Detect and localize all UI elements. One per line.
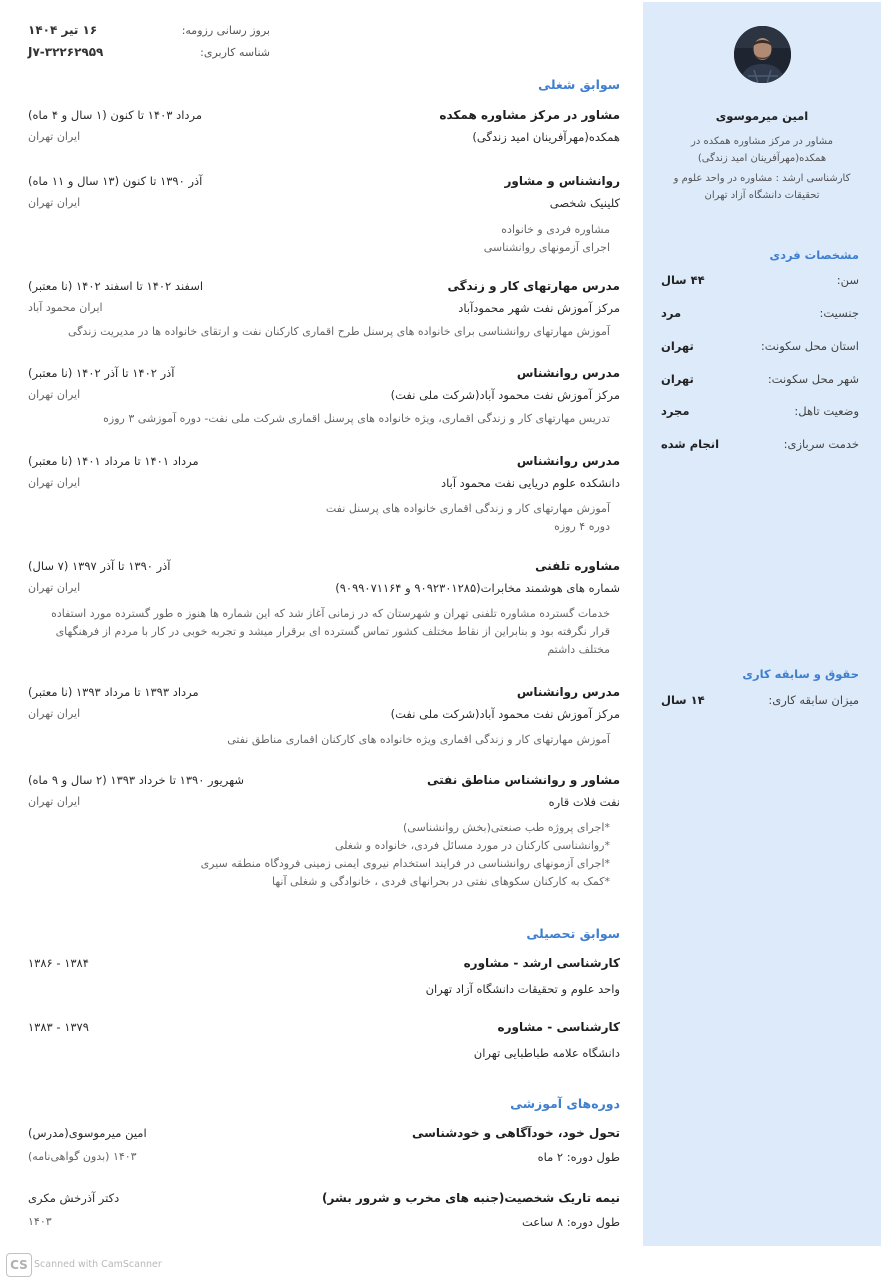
work-entry [22,773,620,891]
personal-military: خدمت سربازی: انجام شده [661,437,859,451]
updated-value: ۱۶ تیر ۱۴۰۴ [28,23,98,37]
work-entry [22,279,620,341]
education-entry [22,1020,620,1068]
education-entry [22,956,620,1004]
work-entry [22,108,620,152]
degree-title: کارشناسی ارشد - مشاوره [463,956,620,970]
education-section-title: سوابق تحصیلی [526,926,620,941]
profile-headline: مشاور در مرکز مشاوره همکده در همکده(مهرآفرینان امید زندگی) [691,136,833,164]
work-entry [22,174,620,257]
course-instructor: امین میرموسوی(مدرس) [28,1126,147,1140]
job-title: مشاور در مرکز مشاوره همکده [439,108,620,122]
personal-age: سن: ۴۴ سال [661,273,859,287]
resume-meta [22,18,620,68]
job-org: شماره های هوشمند مخابرات(۹۰۹۲۳۰۱۲۸۵ و ۹۰۹۹۰۷۱۱۶۴) [335,581,620,595]
job-date: مرداد ۱۴۰۱ تا مرداد ۱۴۰۱ (نا معتبر) [28,454,199,468]
job-description: آموزش مهارتهای روانشناسی برای خانواده های پرسنل طرح اقماری کارکنان نفت و ارتقای خانواده ها در مدیریت زندگی [68,325,610,338]
job-title: مدرس روانشناس [516,454,620,468]
personal-marital: وضعیت تاهل: مجرد [661,404,859,418]
job-org: کلینیک شخصی [549,196,620,210]
job-date: مرداد ۱۳۹۳ تا مرداد ۱۳۹۳ (نا معتبر) [28,685,199,699]
personal-city: شهر محل سکونت: تهران [661,372,859,386]
course-title: نیمه تاریک شخصیت(جنبه های مخرب و شرور بشر) [322,1191,620,1205]
course-entry [22,1191,620,1237]
job-org: مرکز آموزش نفت محمود آباد(شرکت ملی نفت) [390,707,620,721]
job-title: مدرس روانشناس [516,685,620,699]
profile-sidebar [643,2,881,1246]
job-location: ایران تهران [28,130,81,143]
job-location: ایران تهران [28,707,81,720]
salary-experience-title: حقوق و سابقه کاری [742,667,859,681]
personal-gender: جنسیت: مرد [661,306,859,320]
course-entry [22,1126,620,1172]
updated-label: بروز رسانی رزومه: [181,24,270,37]
course-year: ۱۴۰۳ [28,1215,52,1228]
job-description: خدمات گسترده مشاوره تلفنی تهران و شهرستان که در زمانی آغاز شد که این شماره ها هنوز ه طور گسترده مورد استفاده قرار نگرفته بود و بنابراین از نقاط مختلف کشور تماس گسترده ای برقرار میشد و تجربه خوبی در کار با مردم از فرهنگهای مختلف داشتم [51,607,610,656]
course-instructor: دکتر آذرخش مکری [28,1191,120,1205]
degree-years: ۱۳۸۴ - ۱۳۸۶ [28,956,89,970]
job-location: ایران تهران [28,388,81,401]
job-location: ایران محمود آباد [28,301,103,314]
job-date: آذر ۱۳۹۰ تا آذر ۱۳۹۷ (۷ سال) [28,559,171,573]
work-entry [22,454,620,536]
user-id-value: J۷-۳۲۲۶۲۹۵۹ [28,45,104,59]
job-title: مدرس مهارتهای کار و زندگی [447,279,620,293]
job-org: نفت فلات قاره [548,795,620,809]
course-duration: طول دوره: ۸ ساعت [521,1215,620,1229]
job-description: مشاوره فردی و خانواده اجرای آزمونهای روانشناسی [483,223,610,254]
degree-title: کارشناسی - مشاوره [497,1020,620,1034]
job-title: مشاور و روانشناس مناطق نفتی [427,773,620,787]
work-entry [22,685,620,749]
job-description: تدریس مهارتهای کار و زندگی اقماری، ویژه خانواده های پرسنل اقماری شرکت ملی نفت- دوره آموزشی ۳ روزه [103,412,610,425]
work-section-title: سوابق شغلی [538,77,620,92]
personal-info-title: مشخصات فردی [769,248,859,262]
camscanner-watermark: Scanned with CamScanner [34,1259,162,1270]
profile-photo [734,26,791,83]
degree-school: واحد علوم و تحقیقات دانشگاه آزاد تهران [425,982,620,996]
job-location: ایران تهران [28,581,81,594]
course-title: تحول خود، خودآگاهی و خودشناسی [411,1126,620,1140]
profile-degree: کارشناسی ارشد : مشاوره در واحد علوم و تحقیقات دانشگاه آزاد تهران [673,173,851,201]
experience-years: میزان سابقه کاری: ۱۴ سال [661,693,859,707]
job-description: آموزش مهارتهای کار و زندگی اقماری ویژه خانواده های کارکنان اقماری مناطق نفتی [227,733,610,746]
job-location: ایران تهران [28,795,81,808]
degree-school: دانشگاه علامه طباطبایی تهران [473,1046,620,1060]
job-org: دانشکده علوم دریایی نفت محمود آباد [441,476,620,490]
job-date: اسفند ۱۴۰۲ تا اسفند ۱۴۰۲ (نا معتبر) [28,279,204,293]
job-org: مرکز آموزش نفت محمود آباد(شرکت ملی نفت) [390,388,620,402]
job-title: روانشناس و مشاور [504,174,620,188]
work-entry [22,366,620,428]
user-id-label: شناسه کاربری: [200,46,270,59]
work-entry [22,559,620,659]
avatar [734,26,791,83]
job-description: آموزش مهارتهای کار و زندگی اقماری خانواده های پرسنل نفت دوره ۴ روزه [325,502,610,533]
job-title: مشاوره تلفنی [535,559,620,573]
job-location: ایران تهران [28,196,81,209]
profile-name: امین میرموسوی [715,109,809,123]
job-org: همکده(مهرآفرینان امید زندگی) [472,130,620,144]
courses-section-title: دوره‌های آموزشی [510,1096,620,1111]
camscanner-logo-icon: CS [6,1253,32,1277]
course-year: ۱۴۰۳ (بدون گواهی‌نامه) [28,1150,137,1163]
personal-province: استان محل سکونت: تهران [661,339,859,353]
job-date: شهریور ۱۳۹۰ تا خرداد ۱۳۹۳ (۲ سال و ۹ ماه) [28,773,245,787]
job-org: مرکز آموزش نفت شهر محمودآباد [458,301,620,315]
job-title: مدرس روانشناس [516,366,620,380]
job-description: *اجرای پروژه طب صنعتی(بخش روانشناسی) *روانشناسی کارکنان در مورد مسائل فردی، خانواده و شغلی *اجرای آزمونهای روانشناسی در فرایند استخدام نیروی ایمنی زمینی فرودگاه منطقه سیری *کمک به کارکنان سکوهای نفتی در بحرانهای فردی ، خانوادگی و شغلی آنها [200,821,610,888]
job-date: مرداد ۱۴۰۳ تا کنون (۱ سال و ۴ ماه) [28,108,203,122]
course-duration: طول دوره: ۲ ماه [537,1150,620,1164]
job-date: آذر ۱۳۹۰ تا کنون (۱۳ سال و ۱۱ ماه) [28,174,203,188]
degree-years: ۱۳۷۹ - ۱۳۸۳ [28,1020,89,1034]
job-location: ایران تهران [28,476,81,489]
job-date: آذر ۱۴۰۲ تا آذر ۱۴۰۲ (نا معتبر) [28,366,175,380]
